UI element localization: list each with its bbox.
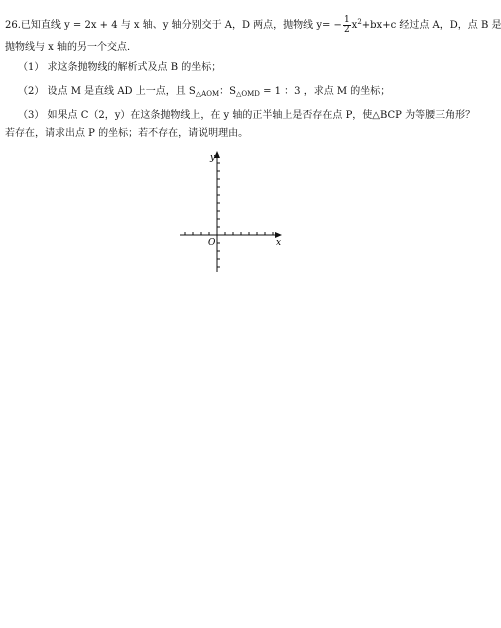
x-axis-label: x xyxy=(276,238,282,248)
question-2 xyxy=(18,86,390,100)
coordinate-axes-figure xyxy=(178,150,288,275)
question-1: （1） 求这条抛物线的解析式及点 B 的坐标； xyxy=(18,62,222,73)
question-2-c: = 1 ：3 ，求点 M 的坐标； xyxy=(259,86,391,97)
problem-intro-a: 已知直线 y = 2x + 4 与 x 轴、y 轴分别交于 A，D 两点，抛物线 y= − xyxy=(20,20,342,31)
question-3-line-1: （3） 如果点 C（2，y）在这条抛物线上，在 y 轴的正半轴上是否存在点 P，使△BCP 为等腰三角形？ xyxy=(18,110,476,121)
axes xyxy=(180,151,282,272)
problem-intro-b: x xyxy=(351,20,358,31)
problem-line-2: 抛物线与 x 轴的另一个交点． xyxy=(5,42,137,53)
fraction xyxy=(343,16,351,35)
question-2-b: ：S xyxy=(219,86,236,97)
exponent: 2 xyxy=(357,18,362,26)
origin-label: O xyxy=(208,238,216,248)
problem-number: 26. xyxy=(5,20,21,31)
area-subscript-omd: △OMD xyxy=(235,90,260,98)
problem-intro-c: +bx+c 经过点 A，D，点 B 是 xyxy=(361,20,501,31)
problem-line-1 xyxy=(5,16,501,35)
fraction-denominator: 2 xyxy=(343,25,350,35)
y-axis-label: y xyxy=(210,153,216,163)
area-subscript-aom: △AOM xyxy=(195,90,220,98)
question-3-line-2: 若存在，请求出点 P 的坐标；若不存在，请说明理由。 xyxy=(5,128,249,139)
fraction-numerator: 1 xyxy=(343,15,350,25)
question-2-a: （2） 设点 M 是直线 AD 上一点，且 S xyxy=(18,86,196,97)
